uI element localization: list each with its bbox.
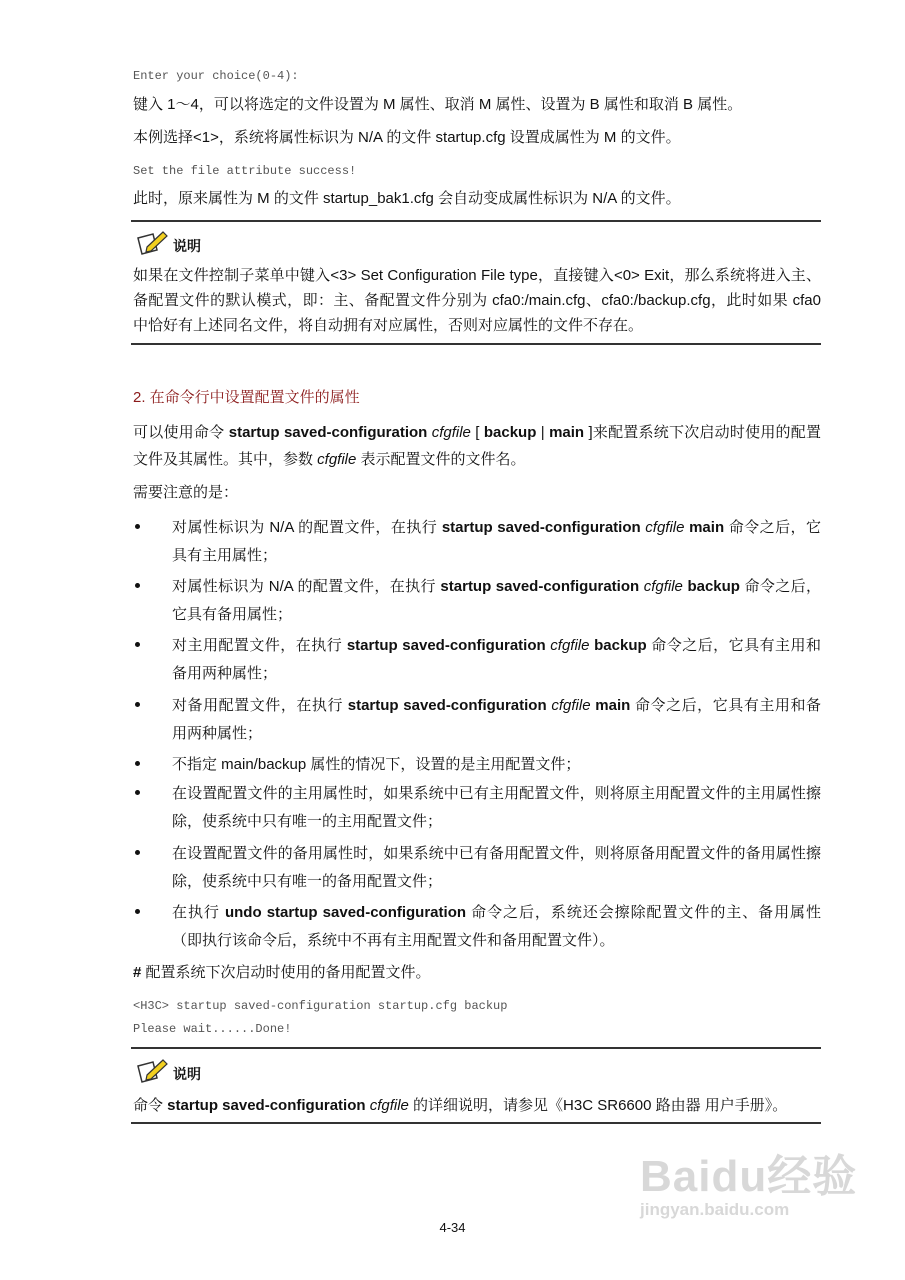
paragraph: [133, 959, 821, 986]
watermark-logo: Baidu经验: [640, 1152, 858, 1201]
text-run: |: [536, 424, 550, 441]
text-run: ]来配置系统下次启动时使用的配置文件及其属性。其中，参数: [133, 424, 821, 468]
paragraph: [133, 185, 821, 212]
italic-text: cfgfile: [645, 519, 685, 536]
paragraph: [133, 479, 821, 506]
divider: [131, 343, 821, 345]
text-run: 命令之后，它具有主用和备用两种属性；: [172, 637, 821, 682]
text-run: 命令之后，它具有主用属性；: [172, 519, 821, 564]
note-header: [135, 230, 201, 256]
bullet-item: [133, 632, 821, 688]
paragraph: [133, 124, 821, 151]
bold-text: startup saved-configuration: [441, 519, 641, 536]
bullet-dot-icon: [135, 850, 140, 855]
italic-text: cfgfile: [550, 637, 590, 654]
text-run: [: [470, 424, 484, 441]
bullet-dot-icon: [135, 761, 140, 766]
bullet-text: [172, 514, 821, 570]
bold-text: undo startup saved-configuration: [224, 904, 467, 921]
bullet-dot-icon: [135, 909, 140, 914]
bullet-dot-icon: [135, 790, 140, 795]
bold-text: startup saved-configuration: [167, 1097, 366, 1114]
text-run: 如果在文件控制子菜单中键入<3> Set Configuration File type，直接键入<0> Exit，那么系统将进入主、备配置文件的默认模式，即：主、备配置文件分别为 cfa0:/main.cfg、cfa0:/backup.cfg，此时如果 cfa0 中恰好有上述同名文件，将自动拥有对应属性，否则对应属性的文件不存在。: [133, 267, 821, 334]
note-pencil-icon: [135, 230, 169, 256]
text-run: 在设置配置文件的主用属性时，如果系统中已有主用配置文件，则将原主用配置文件的主用属性擦除，使系统中只有唯一的主用配置文件；: [172, 785, 821, 830]
bold-text: backup: [594, 637, 647, 654]
code-line-enter-choice: Enter your choice(0-4):: [133, 69, 299, 83]
text-run: 命令之后，它具有备用属性；: [172, 578, 821, 623]
bullet-text: [172, 751, 821, 779]
bold-text: backup: [687, 578, 740, 595]
bullet-item: [133, 692, 821, 748]
watermark-url: jingyan.baidu.com: [640, 1200, 790, 1219]
note-text: [133, 263, 821, 338]
bullet-item: [133, 573, 821, 629]
bullet-item: [133, 840, 821, 896]
text-run: 对属性标识为 N/A 的配置文件，在执行: [172, 519, 442, 536]
italic-text: cfgfile: [551, 697, 591, 714]
paragraph: [133, 419, 821, 473]
bullet-text: [172, 632, 821, 688]
note-label: 说明: [173, 238, 201, 254]
text-run: 在执行: [172, 904, 225, 921]
text-run: 命令: [133, 1097, 168, 1114]
bullet-item: [133, 751, 821, 779]
bullet-dot-icon: [135, 702, 140, 707]
bullet-text: [172, 692, 821, 748]
text-run: 对主用配置文件，在执行: [172, 637, 347, 654]
bullet-dot-icon: [135, 524, 140, 529]
bullet-text: [172, 573, 821, 629]
bullet-item: [133, 780, 821, 836]
bold-text: startup saved-configuration: [347, 697, 547, 714]
text-run: 的详细说明，请参见《H3C SR6600 路由器 用户手册》。: [408, 1097, 788, 1114]
bullet-text: [172, 780, 821, 836]
note-header: [135, 1058, 201, 1084]
text-run: 需要注意的是：: [133, 484, 239, 501]
text-run: 命令之后，它具有主用和备用两种属性；: [172, 697, 822, 742]
note-label: 说明: [173, 1066, 201, 1082]
text-run: 表示配置文件的文件名。: [356, 451, 526, 468]
text-run: 此时，原来属性为 M 的文件 startup_bak1.cfg 会自动变成属性标识为 N/A 的文件。: [133, 190, 681, 207]
text-run: 对备用配置文件，在执行: [172, 697, 348, 714]
note-text: [133, 1092, 821, 1119]
page-number: 4-34: [439, 1220, 466, 1235]
italic-text: cfgfile: [643, 578, 683, 595]
text-run: 可以使用命令: [133, 424, 229, 441]
bullet-dot-icon: [135, 583, 140, 588]
italic-text: cfgfile: [317, 451, 357, 468]
text-run: 本例选择<1>，系统将属性标识为 N/A 的文件 startup.cfg 设置成属性为 M 的文件。: [133, 129, 681, 146]
text-run: 配置系统下次启动时使用的备用配置文件。: [141, 964, 431, 981]
bullet-text: [172, 899, 821, 955]
bold-text: startup saved-configuration: [346, 637, 546, 654]
section-heading: 2. 在命令行中设置配置文件的属性: [133, 389, 360, 406]
bold-text: backup: [483, 424, 537, 441]
text-run: 不指定 main/backup 属性的情况下，设置的是主用配置文件；: [172, 756, 581, 773]
text-run: 命令之后，系统还会擦除配置文件的主、备用属性（即执行该命令后，系统中不再有主用配置文件和备用配置文件）。: [172, 904, 821, 949]
bullet-item: [133, 899, 821, 955]
bold-text: main: [689, 519, 725, 536]
note-pencil-icon: [135, 1058, 169, 1084]
code-line-command: <H3C> startup saved-configuration startup.cfg backup: [133, 999, 508, 1013]
bullet-text: [172, 840, 821, 896]
bold-text: main: [549, 424, 585, 441]
bullet-dot-icon: [135, 642, 140, 647]
italic-text: cfgfile: [431, 424, 471, 441]
text-run: 键入 1～4，可以将选定的文件设置为 M 属性、取消 M 属性、设置为 B 属性和取消 B 属性。: [133, 96, 743, 113]
bold-text: startup saved-configuration: [228, 424, 428, 441]
bold-text: main: [595, 697, 631, 714]
text-run: 对属性标识为 N/A 的配置文件，在执行: [172, 578, 441, 595]
italic-text: cfgfile: [369, 1097, 409, 1114]
divider: [131, 220, 821, 222]
code-line-success: Set the file attribute success!: [133, 164, 357, 178]
divider: [131, 1047, 821, 1049]
bullet-item: [133, 514, 821, 570]
divider: [131, 1122, 821, 1124]
baidu-watermark: [640, 1140, 857, 1220]
bold-text: #: [133, 964, 142, 981]
bold-text: startup saved-configuration: [440, 578, 640, 595]
code-line-done: Please wait......Done!: [133, 1022, 292, 1036]
paragraph: [133, 91, 821, 118]
text-run: 在设置配置文件的备用属性时，如果系统中已有备用配置文件，则将原备用配置文件的备用属性擦除，使系统中只有唯一的备用配置文件；: [172, 845, 821, 890]
